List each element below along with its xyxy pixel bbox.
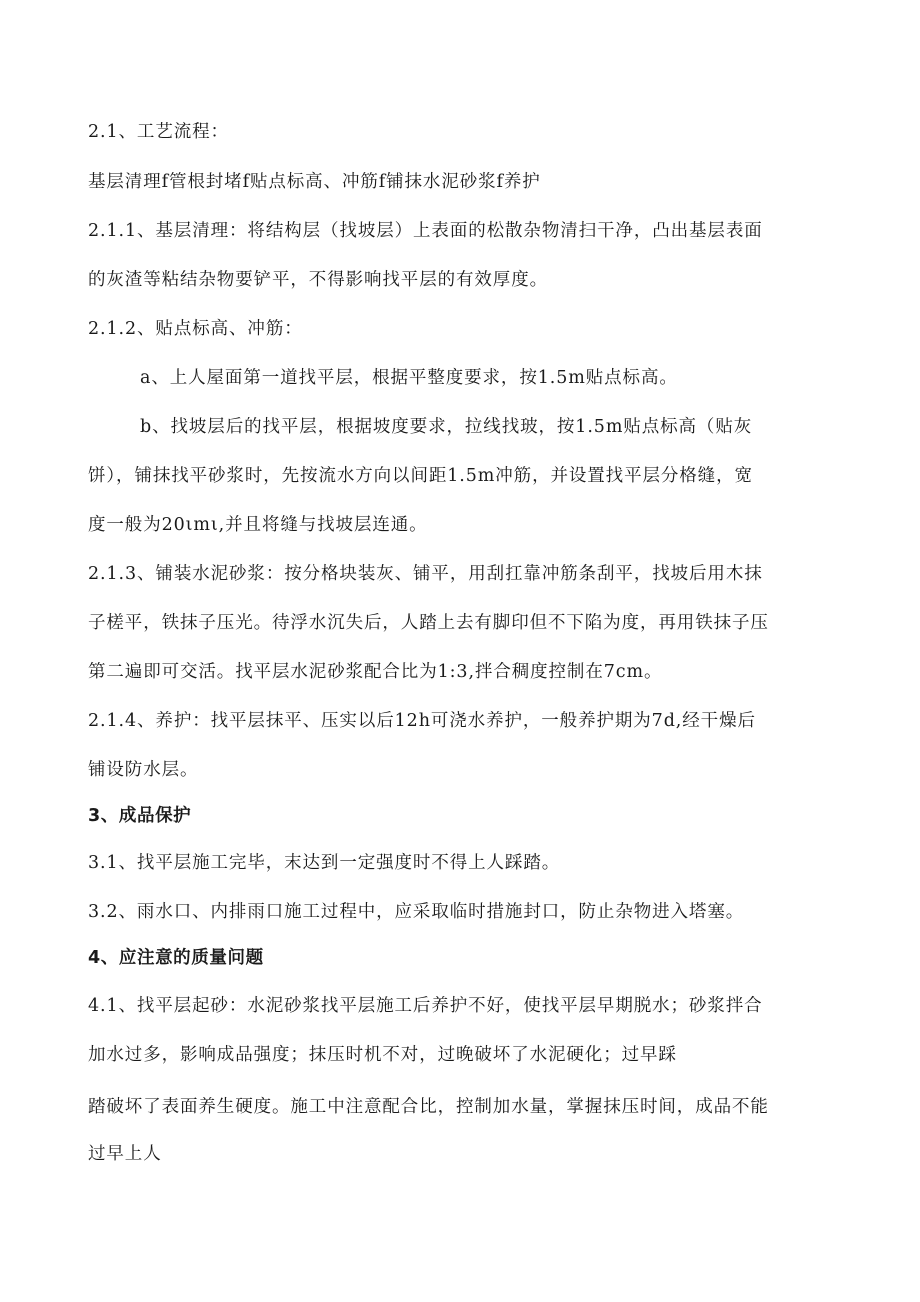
section-2-1-1-line-1: 2.1.1、基层清理：将结构层（找坡层）上表面的松散杂物清扫干净，凸出基层表面 [88, 221, 763, 241]
section-3-1-text: 3.1、找平层施工完毕，末达到一定强度时不得上人踩踏。 [88, 853, 561, 873]
item-a-text: a、上人屋面第一道找平层，根据平整度要求，按1.5m贴点标高。 [140, 368, 678, 388]
section-2-1-3-line-2: 子槎平，铁抹子压光。待浮水沉失后，人踏上去有脚印但不下陷为度，再用铁抹子压 [88, 613, 769, 633]
section-4-1-line-3: 踏破坏了表面养生硬度。施工中注意配合比，控制加水量，掌握抹压时间，成品不能 [88, 1097, 769, 1117]
item-b-line-1: b、找坡层后的找平层，根据坡度要求，拉线找玻，按1.5m贴点标高（贴灰 [140, 417, 753, 437]
process-flow-text: 基层清理f管根封堵f贴点标高、冲筋f铺抹水泥砂浆f养护 [88, 172, 541, 192]
section-2-1-3-line-3: 第二遍即可交活。找平层水泥砂浆配合比为1:3,拌合稠度控制在7cm。 [88, 662, 663, 682]
section-2-1-4-line-2: 铺设防水层。 [88, 760, 199, 780]
section-4-1-line-2: 加水过多，影响成品强度；抹压时机不对，过晚破坏了水泥硬化；过早踩 [88, 1045, 677, 1065]
section-2-1-2-title: 2.1.2、贴点标高、冲筋： [88, 319, 303, 339]
section-3-heading: 3、成品保护 [88, 806, 192, 826]
section-2-1-4-line-1: 2.1.4、养护：找平层抹平、压实以后12h可浇水养护，一般养护期为7d,经干燥后 [88, 711, 756, 731]
section-2-1-title: 2.1、工艺流程： [88, 122, 229, 142]
section-4-1-line-1: 4.1、找平层起砂：水泥砂浆找平层施工后养护不好，使找平层早期脱水；砂浆拌合 [88, 996, 763, 1016]
item-b-line-2: 饼），铺抹找平砂浆时，先按流水方向以间距1.5m冲筋，并设置找平层分格缝，宽 [88, 466, 753, 486]
section-4-1-line-4: 过早上人 [88, 1144, 162, 1164]
section-2-1-1-line-2: 的灰渣等粘结杂物要铲平，不得影响找平层的有效厚度。 [88, 270, 548, 290]
section-4-heading: 4、应注意的质量问题 [88, 948, 264, 968]
item-b-line-3: 度一般为20ιmι,并且将缝与找坡层连通。 [88, 515, 428, 535]
section-2-1-3-line-1: 2.1.3、铺装水泥砂浆：按分格块装灰、铺平，用刮扛靠冲筋条刮平，找坡后用木抹 [88, 564, 763, 584]
section-3-2-text: 3.2、雨水口、内排雨口施工过程中，应采取临时措施封口，防止杂物进入塔塞。 [88, 902, 745, 922]
